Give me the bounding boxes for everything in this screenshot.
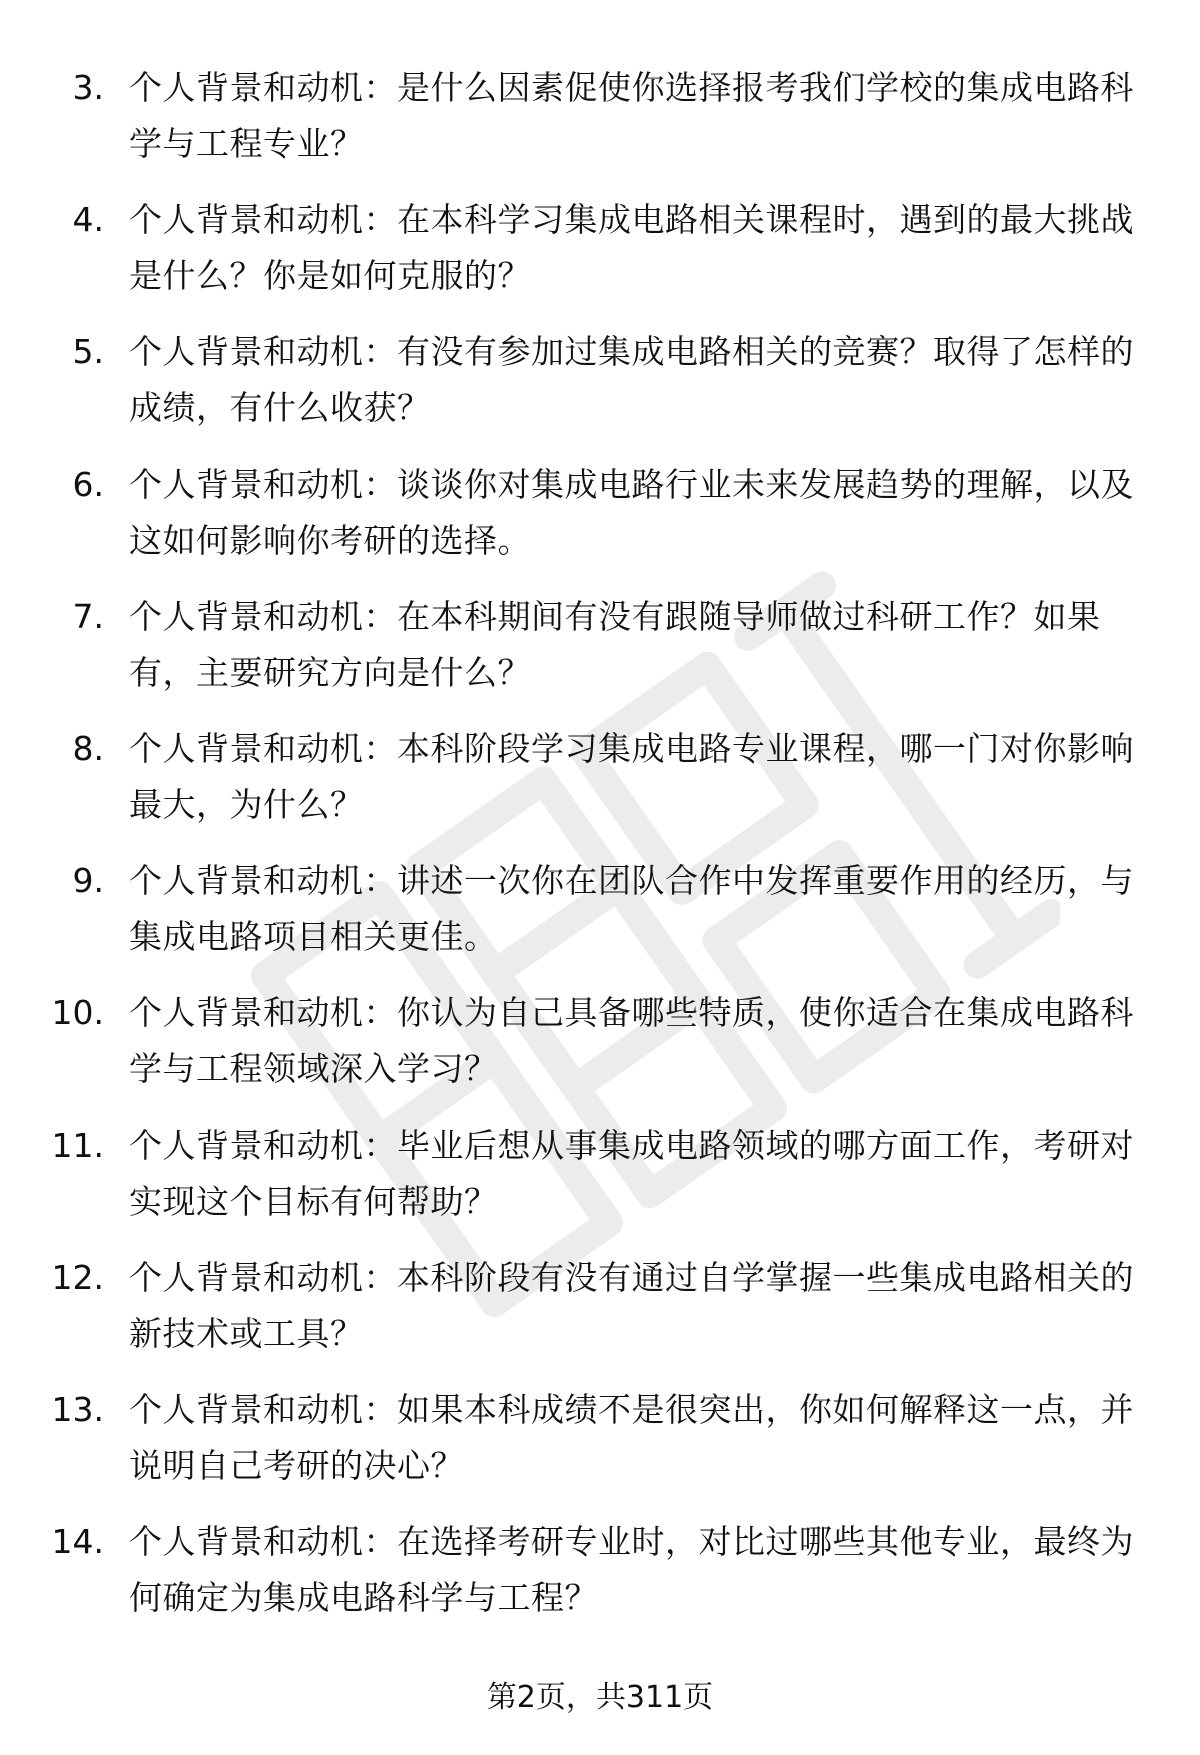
question-number: 14. (51, 1522, 104, 1562)
question-number: 10. (51, 993, 104, 1033)
list-item (0, 1368, 1200, 1500)
question-list (0, 46, 1200, 1632)
question-text: 个人背景和动机：讲述一次你在团队合作中发挥重要作用的经历，与集成电路项目相关更佳。 (129, 861, 1134, 957)
question-number: 11. (51, 1125, 104, 1165)
question-text: 个人背景和动机：谈谈你对集成电路行业未来发展趋势的理解，以及这如何影响你考研的选择。 (129, 464, 1134, 560)
page-number-footer: 第2页，共311页 (486, 1680, 714, 1715)
question-number: 5. (72, 332, 104, 372)
question-number: 4. (72, 200, 104, 240)
list-item (0, 1500, 1200, 1632)
question-number: 13. (51, 1389, 104, 1429)
question-text: 个人背景和动机：有没有参加过集成电路相关的竞赛？取得了怎样的成绩，有什么收获？ (129, 332, 1134, 428)
question-text: 个人背景和动机：在本科学习集成电路相关课程时，遇到的最大挑战是什么？你是如何克服的？ (129, 200, 1134, 296)
question-text: 个人背景和动机：在选择考研专业时，对比过哪些其他专业，最终为何确定为集成电路科学与工程？ (129, 1522, 1134, 1618)
question-number: 6. (72, 464, 104, 504)
question-number: 8. (72, 728, 104, 768)
list-item (0, 1236, 1200, 1368)
list-item (0, 178, 1200, 310)
question-text: 个人背景和动机：是什么因素促使你选择报考我们学校的集成电路科学与工程专业？ (129, 68, 1134, 163)
question-text: 个人背景和动机：毕业后想从事集成电路领域的哪方面工作，考研对实现这个目标有何帮助？ (129, 1125, 1134, 1221)
question-number: 7. (72, 596, 104, 636)
list-item (0, 310, 1200, 442)
question-text: 个人背景和动机：在本科期间有没有跟随导师做过科研工作？如果有，主要研究方向是什么？ (129, 596, 1101, 692)
question-text: 个人背景和动机：本科阶段学习集成电路专业课程，哪一门对你影响最大，为什么？ (129, 728, 1134, 824)
list-item (0, 1104, 1200, 1236)
question-text: 个人背景和动机：如果本科成绩不是很突出，你如何解释这一点，并说明自己考研的决心？ (129, 1389, 1134, 1485)
question-number: 12. (51, 1257, 104, 1297)
question-text: 个人背景和动机：你认为自己具备哪些特质，使你适合在集成电路科学与工程领域深入学习？ (129, 993, 1134, 1089)
list-item (0, 971, 1200, 1103)
question-text: 个人背景和动机：本科阶段有没有通过自学掌握一些集成电路相关的新技术或工具？ (129, 1257, 1134, 1353)
list-item (0, 839, 1200, 971)
list-item (0, 707, 1200, 839)
list-item (0, 443, 1200, 575)
list-item (0, 46, 1200, 178)
question-number: 9. (72, 861, 104, 901)
list-item (0, 575, 1200, 707)
question-number: 3. (72, 68, 104, 107)
